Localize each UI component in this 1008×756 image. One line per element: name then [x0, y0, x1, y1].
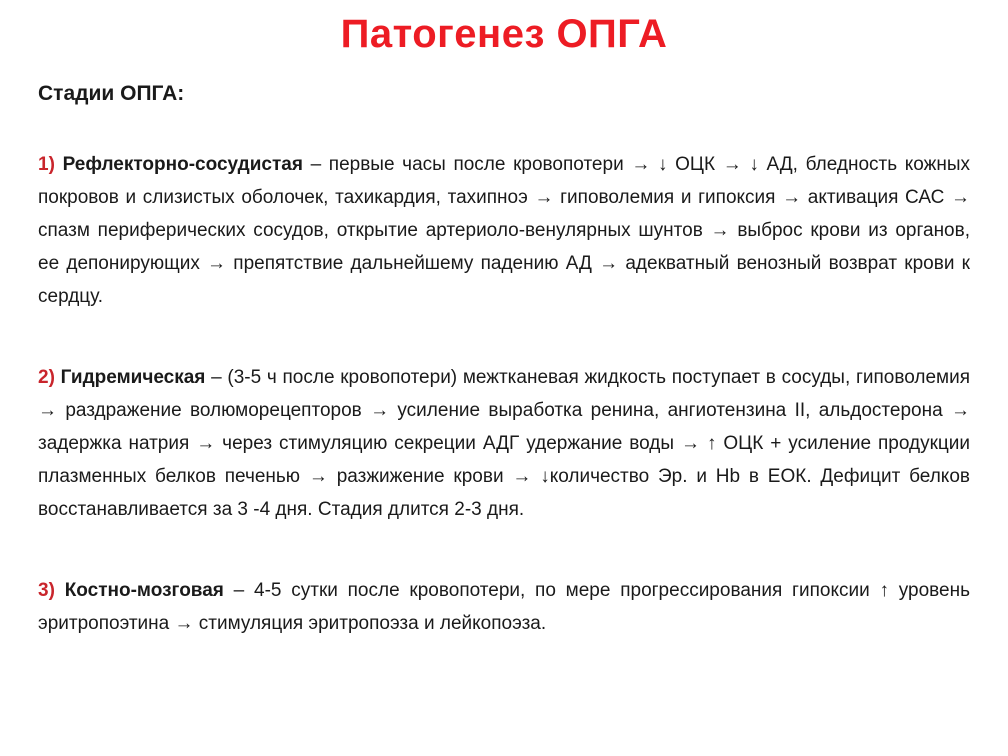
- stage-3-text: – 4-5 сутки после кровопотери, по мере прогрессирования гипоксии ↑ уровень эритропоэтина → стимуляция эритропоэза и лейкопоэза.: [38, 580, 971, 634]
- stage-2-name: Гидремическая: [60, 367, 206, 388]
- page-title: Патогенез ОПГА: [340, 12, 668, 56]
- stage-1-text: – первые часы после кровопотери → ↓ ОЦК → ↓ АД, бледность кожных покровов и слизистых оболочек, тахикардия, тахипноэ → гиповолемия и гипоксия → активация САС → спазм периферических сосудов, открытие артериоло-венулярных шунтов → выброс крови из органов, ее депонирующих → препятствие дальнейшему падению АД → адекватный венозный возврат крови к сердцу.: [38, 154, 971, 307]
- stage-3-number: 3): [38, 580, 55, 601]
- stage-2-number: 2): [38, 367, 55, 388]
- slide-subtitle: Стадии ОПГА:: [38, 82, 185, 105]
- stage-1-number: 1): [38, 154, 55, 175]
- stage-paragraph-1: [38, 148, 970, 313]
- stage-1-name: Рефлекторно-сосудистая: [62, 154, 303, 175]
- stage-paragraph-3: [38, 574, 970, 640]
- stage-paragraph-2: [38, 361, 970, 526]
- stage-3-name: Костно-мозговая: [64, 580, 224, 601]
- stage-2-text: – (3-5 ч после кровопотери) межтканевая жидкость поступает в сосуды, гиповолемия → раздражение волюморецепторов → усиление выработка ренина, ангиотензина II, альдостерона → задержка натрия → через стимуляцию секреции АДГ удержание воды → ↑ ОЦК + усиление продукции плазменных белков печенью → разжижение крови → ↓количество Эр. и Hb в ЕОК. Дефицит белков восстанавливается за 3 -4 дня. Стадия длится 2-3 дня.: [38, 367, 971, 520]
